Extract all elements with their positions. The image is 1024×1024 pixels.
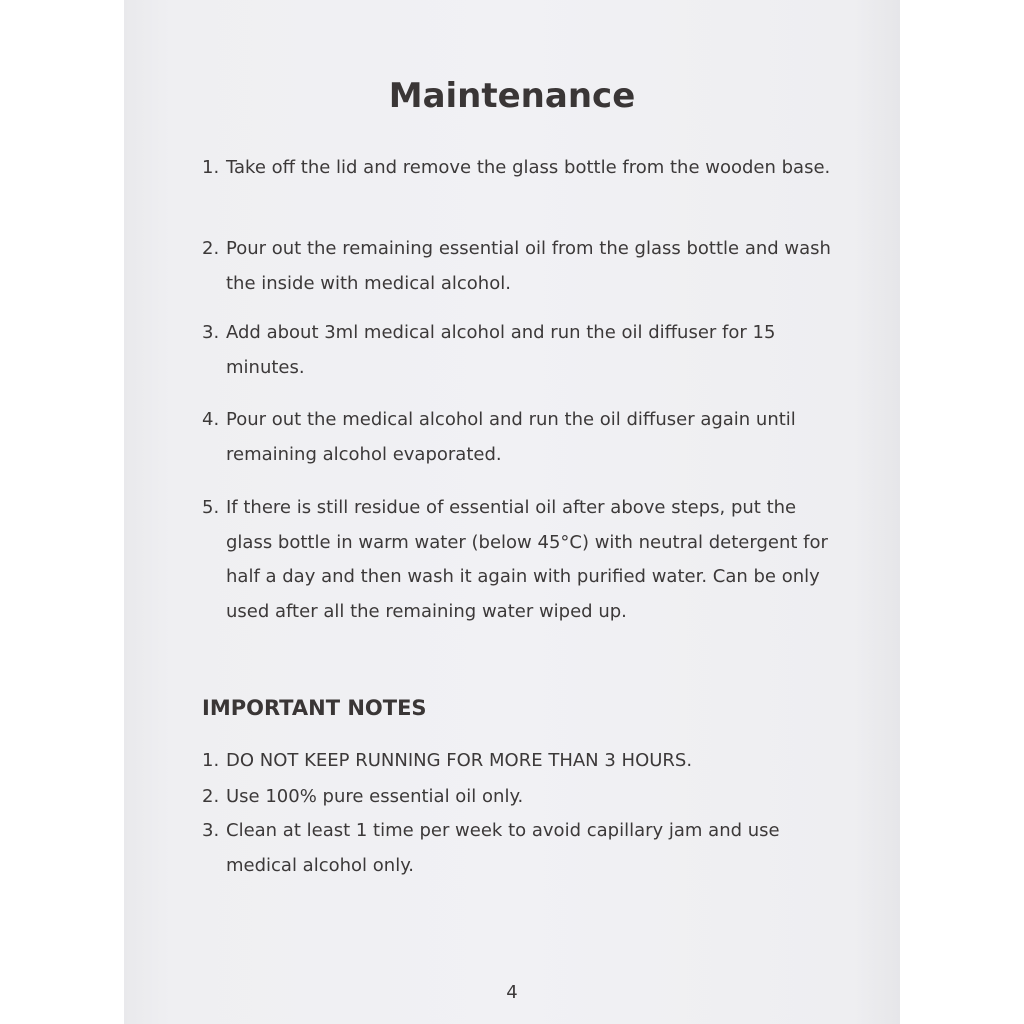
step-text: Add about 3ml medical alcohol and run the oil diffuser for 15 minutes. — [226, 322, 776, 378]
maintenance-step — [202, 232, 842, 301]
list-item — [202, 151, 842, 186]
important-notes-heading: IMPORTANT NOTES — [202, 696, 427, 720]
page-title: Maintenance — [388, 76, 636, 116]
step-text: Pour out the medical alcohol and run the oil diffuser again until remaining alcohol evaporated. — [226, 409, 796, 465]
note-text: DO NOT KEEP RUNNING FOR MORE THAN 3 HOURS. — [226, 750, 693, 771]
list-item — [202, 744, 842, 779]
important-note — [202, 780, 842, 815]
important-note — [202, 814, 842, 883]
step-number: 2. — [202, 238, 220, 259]
list-item — [202, 780, 842, 815]
maintenance-step — [202, 403, 842, 472]
maintenance-step — [202, 151, 842, 186]
step-number: 4. — [202, 409, 220, 430]
note-number: 1. — [202, 750, 220, 771]
step-text: Take off the lid and remove the glass bottle from the wooden base. — [226, 157, 831, 178]
maintenance-step — [202, 491, 842, 629]
maintenance-step — [202, 316, 842, 385]
list-item — [202, 316, 842, 385]
note-text: Use 100% pure essential oil only. — [226, 786, 524, 807]
list-item — [202, 232, 842, 301]
step-number: 1. — [202, 157, 220, 178]
note-number: 3. — [202, 820, 220, 841]
note-text: Clean at least 1 time per week to avoid capillary jam and use medical alcohol only. — [226, 820, 780, 876]
important-note — [202, 744, 842, 779]
step-number: 3. — [202, 322, 220, 343]
step-number: 5. — [202, 497, 220, 518]
list-item — [202, 403, 842, 472]
page-number: 4 — [506, 982, 518, 1003]
step-text: Pour out the remaining essential oil from the glass bottle and wash the inside with medical alcohol. — [226, 238, 831, 294]
list-item — [202, 814, 842, 883]
list-item — [202, 491, 842, 629]
note-number: 2. — [202, 786, 220, 807]
step-text: If there is still residue of essential oil after above steps, put the glass bottle in warm water (below 45°C) with neutral detergent for half a day and then wash it again with purified water. Can be only used after all the remaining water wiped up. — [226, 497, 828, 622]
